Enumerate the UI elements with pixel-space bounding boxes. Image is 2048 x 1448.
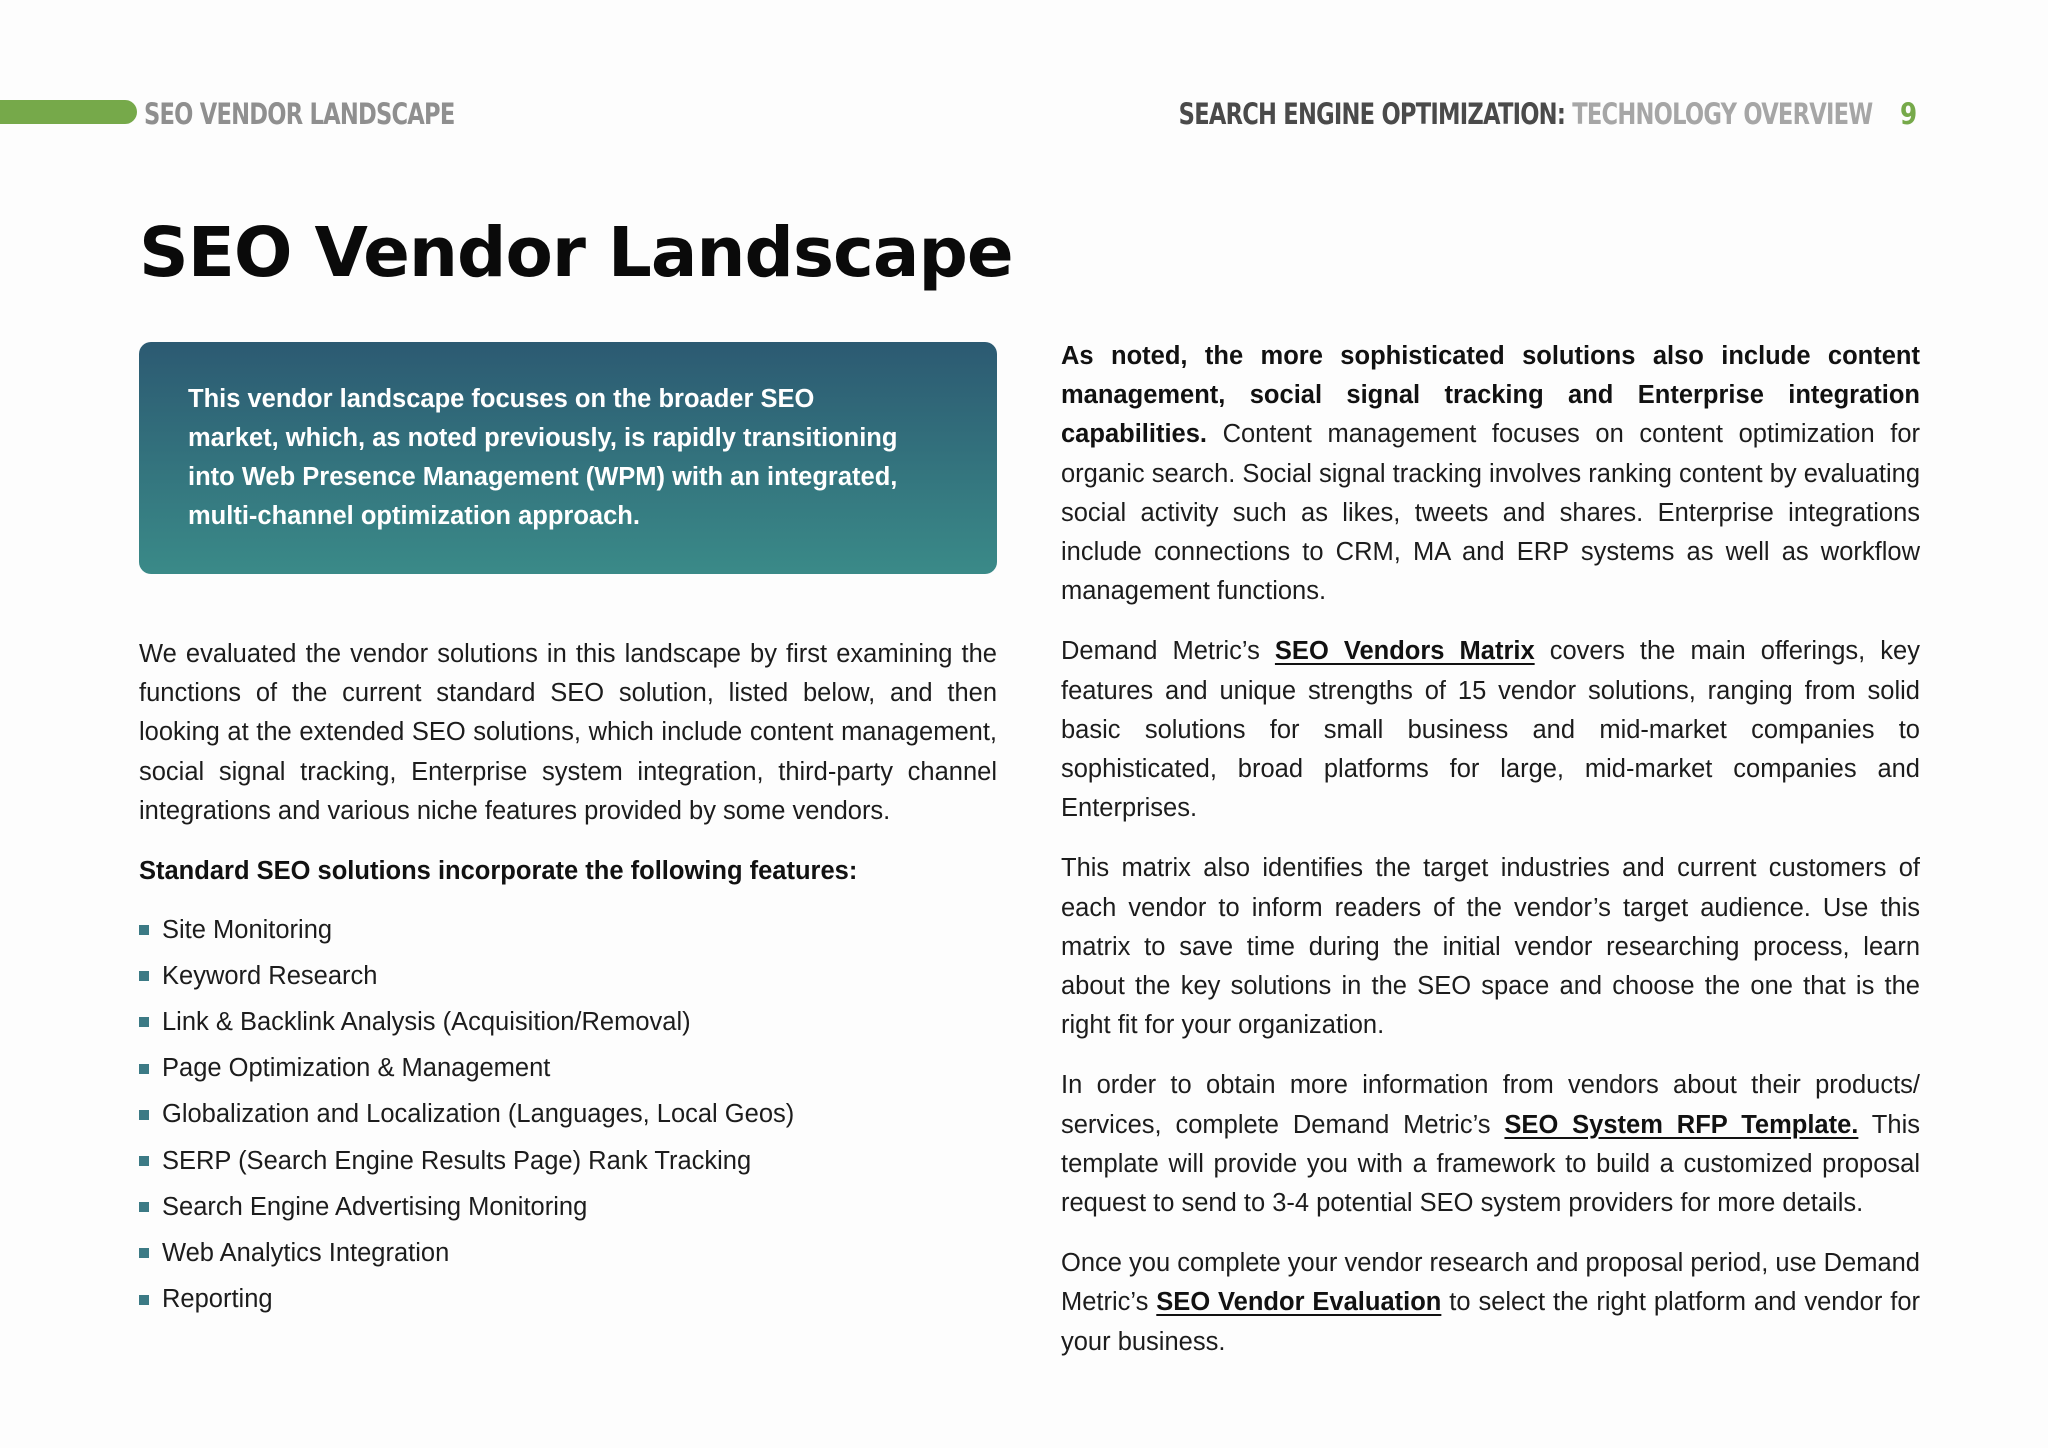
capabilities-lead: As noted, the more sophisticated solutions also include content management, social signal tracking and Enterprise integration capabilities. [1061,342,1920,449]
feature-label: Site Monitoring [162,915,333,944]
feature-label: Page Optimization & Management [162,1054,551,1083]
capabilities-paragraph [1061,337,1920,611]
seo-vendors-matrix-link[interactable]: SEO Vendors Matrix [1274,637,1535,666]
report-title [1178,94,1872,134]
evaluation-pre: Once you complete your vendor research and proposal period, use Demand Metric’s [1061,1249,1920,1317]
list-item [139,1277,997,1323]
left-column [139,635,997,1323]
rfp-paragraph [1061,1066,1920,1223]
right-column [1061,337,1920,1383]
intro-callout-box [139,342,997,574]
report-title-light: TECHNOLOGY OVERVIEW [1564,97,1872,131]
feature-label: Keyword Research [162,961,378,990]
feature-label: Globalization and Localization (Languages, Local Geos) [162,1100,795,1129]
matrix-paragraph [1061,632,1920,828]
seo-rfp-template-link[interactable]: SEO System RFP Template. [1504,1110,1859,1139]
evaluation-post: to select the right platform and vendor for your business. [1061,1288,1920,1356]
page-number: 9 [1899,97,1917,131]
list-item [139,1184,997,1230]
feature-label: Web Analytics Integration [162,1238,450,1267]
square-bullet-icon [139,971,149,981]
target-industries-paragraph: This matrix also identifies the target industries and current customers of each vendor to inform readers of the vendor’s target audience. Use this matrix to save time during the initial vendor researching process, learn about the key solutions in the SEO space and choose the one that is the right fit for your organization. [1061,854,1920,1040]
list-item [139,1092,997,1138]
seo-vendor-evaluation-link[interactable]: SEO Vendor Evaluation [1156,1288,1442,1317]
square-bullet-icon [139,1064,149,1074]
evaluation-paragraph [1061,1244,1920,1362]
features-heading: Standard SEO solutions incorporate the following features: [139,857,858,886]
feature-label: Search Engine Advertising Monitoring [162,1192,588,1221]
callout-text: This vendor landscape focuses on the broader SEO market, which, as noted previously, is rapidly transitioning into Web Presence Management (WPM) with an integrated, multi-channel optimization approach. [188,385,898,530]
feature-label: SERP (Search Engine Results Page) Rank Tracking [162,1146,752,1175]
list-item [139,1046,997,1092]
matrix-pre: Demand Metric’s [1061,637,1275,666]
list-item [139,953,997,999]
section-label: SEO VENDOR LANDSCAPE [144,97,455,131]
rfp-post: This template will provide you with a framework to build a customized proposal request to send to 3-4 potential SEO system providers for more details. [1061,1110,1920,1218]
page-header [0,94,2048,134]
page-title: SEO Vendor Landscape [139,213,1013,293]
square-bullet-icon [139,1295,149,1305]
intro-paragraph: We evaluated the vendor solutions in this landscape by first examining the functions of the current standard SEO solution, listed below, and then looking at the extended SEO solutions, which include content management, social signal tracking, Enterprise system integration, third-party channel integrations and various niche features provided by some vendors. [139,640,997,825]
list-item [139,999,997,1045]
feature-label: Reporting [162,1285,273,1314]
list-item [139,907,997,953]
feature-label: Link & Backlink Analysis (Acquisition/Removal) [162,1007,691,1036]
features-list [139,907,997,1323]
square-bullet-icon [139,1156,149,1166]
square-bullet-icon [139,1017,149,1027]
report-title-strong: SEARCH ENGINE OPTIMIZATION: [1178,97,1565,131]
capabilities-body: Content management focuses on content optimization for organic search. Social signal tracking involves ranking content by evaluating social activity such as likes, tweets and shares. Enterprise integrations include connections to CRM, MA and ERP systems as well as workflow management functions. [1061,420,1920,606]
list-item [139,1138,997,1184]
header-accent-bar [0,100,137,124]
square-bullet-icon [139,925,149,935]
square-bullet-icon [139,1202,149,1212]
rfp-pre: In order to obtain more information from vendors about their products/ services, complete Demand Metric’s [1061,1071,1920,1139]
matrix-post: covers the main offerings, key features and unique strengths of 15 vendor solutions, ranging from solid basic solutions for small business and mid-market companies to sophisticated, broad platforms for large, mid-market companies and Enterprises. [1061,637,1920,823]
list-item [139,1230,997,1276]
square-bullet-icon [139,1110,149,1120]
square-bullet-icon [139,1248,149,1258]
